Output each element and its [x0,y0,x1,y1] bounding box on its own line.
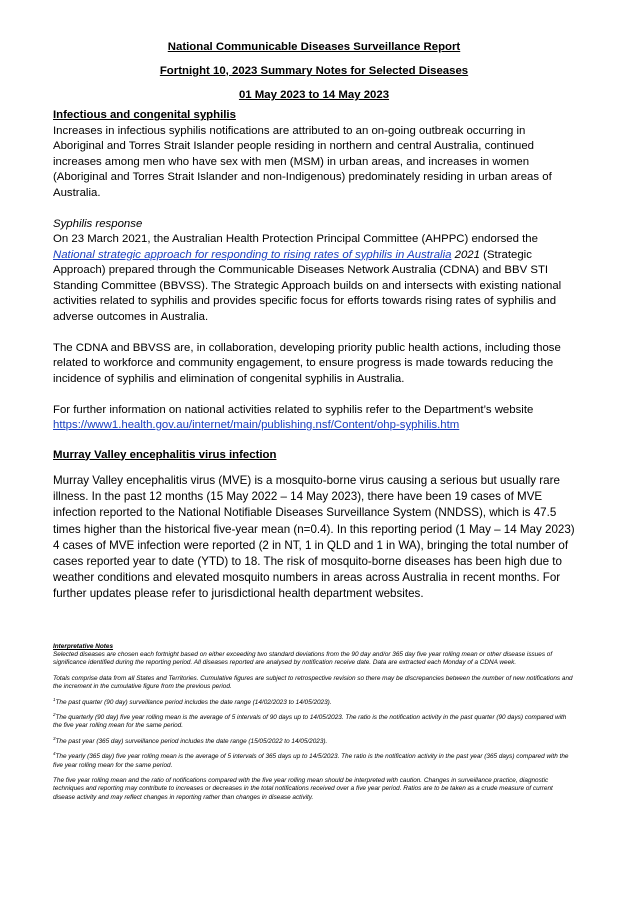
footnote-marker: 4 [53,751,56,757]
strategic-approach-link[interactable]: National strategic approach for responding to rising rates of syphilis in Australia [53,248,452,261]
syphilis-paragraph: Increases in infectious syphilis notifications are attributed to an on-going outbreak occurring in Aboriginal and Torres Strait Islander people residing in northern and central Australia, continued increases among men who have sex with men (MSM) in urban areas, and increases in women (Aboriginal and Torres Strait Islander and non-Indigenous) predominately residing in urban areas of Australia. [53,124,552,199]
mve-heading: Murray Valley encephalitis virus infection [53,448,277,461]
footnote-marker: 1 [53,696,56,702]
report-date-range: 01 May 2023 to 14 May 2023 [238,89,390,101]
note-totals: Totals comprise data from all States and Territories. Cumulative figures are subject to retrospective revision so there may be discrepancies between the number of new notifications and the increment in the cumulative figure from the previous period. [53,674,573,691]
note-text: The past quarter (90 day) surveillance period includes the date range (14/02/2023 to 14/05/2023). [55,698,332,706]
syphilis-heading: Infectious and congenital syphilis [53,109,236,121]
interpretative-notes [53,643,575,809]
note-quarterly-mean [53,711,575,731]
notes-title: Interpretative Notes [53,643,114,650]
syphilis-response-paragraph [53,232,575,325]
report-body [53,40,575,603]
note-past-quarter [53,696,575,707]
response-text-intro: On 23 March 2021, the Australian Health Protection Principal Committee (AHPPC) endorsed the [53,233,538,245]
mve-paragraph: Murray Valley encephalitis virus (MVE) is a mosquito-borne virus causing a serious but usually rare illness. In the past 12 months (15 May 2022 – 14 May 2023), there have been 19 cases of MVE infection reported to the National Notifiable Diseases Surveillance System (NNDSS), which is 47.5 times higher than the historical five-year mean (n=0.4). In this reporting period (1 May – 14 May 2023) 4 cases of MVE infection were reported (2 in NT, 1 in QLD and 1 in WA), bringing the total number of cases reported year to date (YTD) to 18. The risk of mosquito-borne diseases has been high due to weather conditions and elevated mosquito numbers in areas across Australia in recent months. For further updates please refer to jurisdictional health department websites. [53,474,575,601]
department-website-link[interactable]: https://www1.health.gov.au/internet/main/publishing.nsf/Content/ohp-syphilis.htm [53,419,460,431]
note-yearly-mean [53,753,575,770]
footnote-marker: 2 [53,711,56,717]
cdna-paragraph: The CDNA and BBVSS are, in collaboration, developing priority public health actions, including those related to workforce and community engagement, to ensure progress is made towards reducing the incidence of syphilis and elimination of congenital syphilis in Australia. [53,341,561,385]
note-caution: The five year rolling mean and the ratio of notifications compared with the five year rolling mean should be interpreted with caution. Changes in surveillance practice, diagnostic techniques and reporting may contribute to increases or decreases in the total notifications received over a five year period. Ratios are to be taken as a crude measure of current disease activity and may reflect changes in reporting rather than changes in disease activity. [53,777,553,801]
further-info-paragraph: For further information on national activities related to syphilis refer to the Department’s website [53,403,534,416]
footnote-marker: 3 [53,735,56,741]
syphilis-response-heading: Syphilis response [53,217,143,230]
report-title: National Communicable Diseases Surveillance Report [167,41,461,53]
note-past-year [53,735,575,746]
response-text-year: 2021 [451,248,480,261]
note-text: The past year (365 day) surveillance period includes the date range (15/05/2022 to 14/05/2023). [55,737,328,745]
note-text: The quarterly (90 day) five year rolling mean is the average of 5 intervals of 90 days up to 14/05/2023. The ratio is the notification activity in the past quarter (90 days) compared with the five year rolling mean for the same period. [53,714,567,730]
note-text: The yearly (365 day) five year rolling mean is the average of 5 intervals of 365 days up to 14/5/2023. The ratio is the notification activity in the past year (365 days) compared with the five year rolling mean for the same period. [53,753,569,769]
response-text-rest: (Strategic Approach) prepared through the Communicable Diseases Network Australia (CDNA) and BBV STI Standing Committee (BBVSS). The Strategic Approach builds on and intersects with existing national activities related to syphilis and provides specific focus for efforts towards rising rates of syphilis and adverse outcomes in Australia. [53,248,562,323]
note-selected-diseases: Selected diseases are chosen each fortnight based on either exceeding two standard deviations from the 90 day and/or 365 day five year rolling mean or other disease issues of significance identified during the reporting period. All diseases reported are analysed by notification receive date. Data are extracted each Monday of a CDNA week. [53,651,553,667]
report-subtitle: Fortnight 10, 2023 Summary Notes for Selected Diseases [159,65,469,77]
